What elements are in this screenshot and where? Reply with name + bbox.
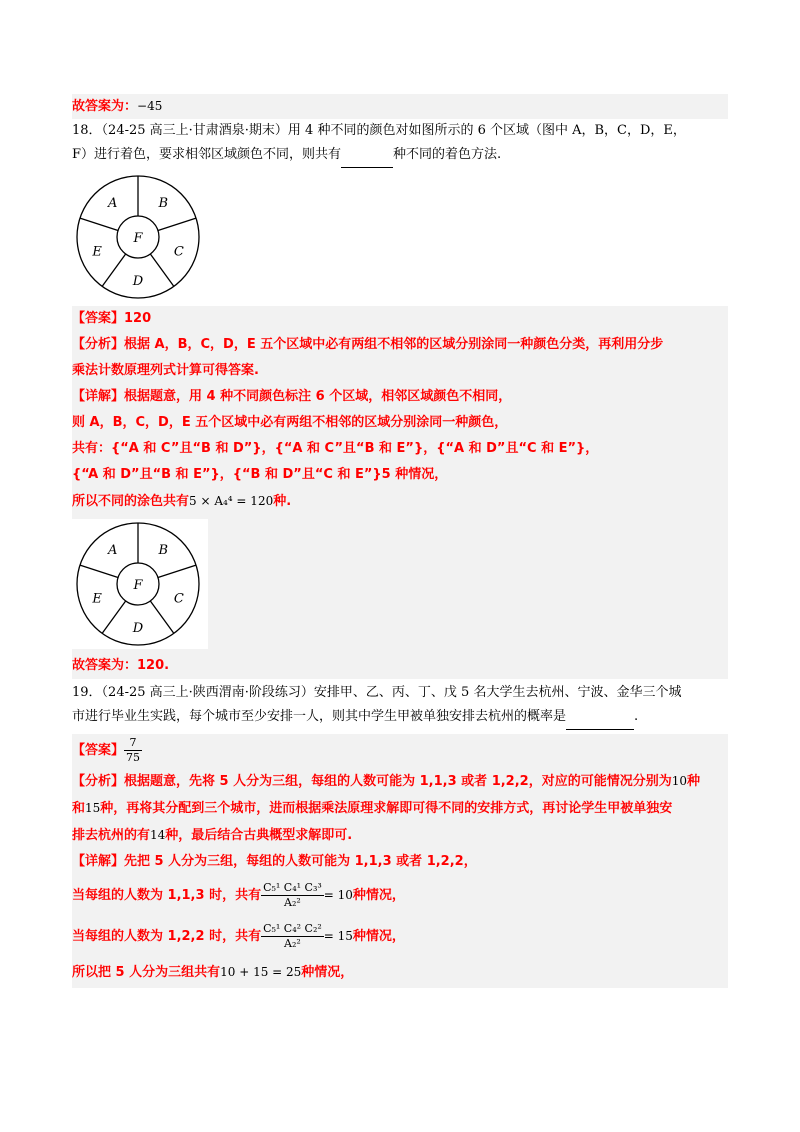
q19-answer xyxy=(72,734,728,768)
q18-stem-line2 xyxy=(72,143,728,168)
q18-final-label: 故答案为： xyxy=(72,658,138,673)
q19-detail2-den: A₂² xyxy=(284,896,301,909)
q18-detail-line4: {“A 和 D”且“B 和 E”}，{“B 和 D”且“C 和 E”}5 种情况， xyxy=(72,467,448,482)
q18-final-answer xyxy=(72,653,728,679)
region-label-e: E xyxy=(92,244,102,260)
q19-answer-blank xyxy=(566,705,634,730)
spoke-line xyxy=(158,565,196,577)
region-label-b: B xyxy=(158,543,169,559)
q19-detail3-num: C₅¹ C₄² C₂² xyxy=(263,922,322,935)
q19-stem-line1: 19．（24-25 高三上·陕西渭南·阶段练习）安排甲、乙、丙、丁、戊 5 名大学生去杭州、宁波、金华三个城 xyxy=(72,685,682,700)
q19-detail3-text-a: 当每组的人数为 1,2,2 时，共有 xyxy=(72,929,262,944)
q18-region-diagram xyxy=(72,172,208,302)
q19-detail2-eq: = 10 xyxy=(323,888,353,902)
q18-analysis-line1: 【分析】根据 A，B，C，D，E 五个区域中必有两组不相邻的区域分别涂同一种颜色分类，再利用分步 xyxy=(72,337,664,352)
q19-analysis-line3 xyxy=(72,822,728,849)
q19-detail-line2 xyxy=(72,875,728,916)
q18-detail5-math: 5 × A₄⁴ = 120 xyxy=(189,494,274,508)
region-label-f: F xyxy=(133,231,143,246)
spoke-line xyxy=(80,565,118,577)
q19-analysis3-text-b: 种，最后结合古典概型求解即可. xyxy=(165,828,353,843)
q19-analysis-line1 xyxy=(72,768,728,795)
region-label-a: A xyxy=(108,196,118,212)
q19-detail-line1 xyxy=(72,849,728,875)
q19-stem-text-a: 市进行毕业生实践，每个城市至少安排一人，则其中学生甲被单独安排去杭州的概率是 xyxy=(72,709,567,724)
q19-analysis3-text-a: 排去杭州的有 xyxy=(72,828,151,843)
q19-answer-fraction xyxy=(124,736,142,765)
q19-detail3-den: A₂² xyxy=(284,937,301,950)
q19-detail-line4 xyxy=(72,957,728,988)
q17-final-answer xyxy=(72,94,728,119)
q19-analysis2-text-a: 和 xyxy=(72,801,86,816)
q18-stem-text-b: 种不同的着色方法. xyxy=(393,147,502,162)
spoke-line xyxy=(150,254,174,286)
q18-final-value: 120. xyxy=(137,658,170,673)
q19-detail3-fraction xyxy=(261,922,324,951)
region-label-b: B xyxy=(158,196,169,212)
region-label-d: D xyxy=(132,274,144,289)
q19-detail2-fraction xyxy=(261,881,324,910)
q19-analysis1-math: 10 xyxy=(671,774,687,788)
q17-final-label: 故答案为： xyxy=(72,99,138,114)
q19-analysis1-text-b: 种 xyxy=(686,774,700,789)
region-label-d: D xyxy=(132,621,144,636)
q18-region-diagram-solution xyxy=(72,519,208,649)
q18-detail-line1: 【详解】根据题意，用 4 种不同颜色标注 6 个区域，相邻区域颜色不相同， xyxy=(72,389,512,404)
q19-analysis-line2 xyxy=(72,795,728,822)
region-label-f: F xyxy=(133,578,143,593)
q19-detail2-text-a: 当每组的人数为 1,1,3 时，共有 xyxy=(72,888,262,903)
q19-detail2-text-b: 种情况， xyxy=(352,888,405,903)
region-label-c: C xyxy=(173,244,184,260)
q19-answer-den: 75 xyxy=(126,751,141,764)
q18-detail5-text-a: 所以不同的涂色共有 xyxy=(72,494,190,509)
q19-stem-line2 xyxy=(72,705,728,730)
region-label-c: C xyxy=(173,591,184,607)
q18-answer-label: 【答案】 xyxy=(72,311,125,326)
q18-detail-line3: 共有：{“A 和 C”且“B 和 D”}，{“A 和 C”且“B 和 E”}，{“A 和 D”且“C 和 E”}， xyxy=(72,441,599,456)
spoke-line xyxy=(158,218,196,230)
q18-analysis-line2: 乘法计数原理列式计算可得答案. xyxy=(72,363,259,378)
q19-detail3-text-b: 种情况， xyxy=(352,929,405,944)
q19-stem-text-b: . xyxy=(634,709,639,724)
q18-stem-line1: 18．（24-25 高三上·甘肃酒泉·期末）用 4 种不同的颜色对如图所示的 6 个区域（图中 A，B，C，D，E， xyxy=(72,123,686,138)
q19-detail3-eq: = 15 xyxy=(323,929,353,943)
q17-final-value: −45 xyxy=(137,99,163,113)
q19-answer-num: 7 xyxy=(124,736,142,751)
region-label-a: A xyxy=(108,543,118,559)
q18-answer-blank xyxy=(341,143,393,168)
q19-analysis1-text-a: 【分析】根据题意，先将 5 人分为三组，每组的人数可能为 1,1,3 或者 1,2,2，对应的可能情况分别为 xyxy=(72,774,672,789)
q19-analysis2-math: 15 xyxy=(85,801,101,815)
document-page xyxy=(72,94,728,988)
q19-analysis3-math: 14 xyxy=(150,828,166,842)
q19-detail-line3 xyxy=(72,916,728,957)
q18-answer-value: 120 xyxy=(124,311,152,326)
q19-detail4-text-b: 种情况， xyxy=(301,965,354,980)
q18-answer xyxy=(72,306,728,332)
spoke-line xyxy=(80,218,118,230)
q18-detail5-text-b: 种. xyxy=(273,494,292,509)
q18-solution xyxy=(72,306,728,679)
q19-detail4-math: 10 + 15 = 25 xyxy=(220,965,302,979)
q18-detail-line2: 则 A，B，C，D，E 五个区域中必有两组不相邻的区域分别涂同一种颜色， xyxy=(72,415,508,430)
q19-detail1-text: 【详解】先把 5 人分为三组，每组的人数可能为 1,1,3 或者 1,2,2， xyxy=(72,854,477,869)
q19-detail4-text-a: 所以把 5 人分为三组共有 xyxy=(72,965,221,980)
q18-stem-text-a: F）进行着色，要求相邻区域颜色不同，则共有 xyxy=(72,147,342,162)
spoke-line xyxy=(102,601,126,633)
q19-solution xyxy=(72,734,728,988)
q18-detail-line5 xyxy=(72,488,728,515)
q19-detail2-num: C₅¹ C₄¹ C₃³ xyxy=(263,881,322,894)
spoke-line xyxy=(102,254,126,286)
q19-answer-label: 【答案】 xyxy=(72,743,125,758)
region-label-e: E xyxy=(92,591,102,607)
q19-analysis2-text-b: 种，再将其分配到三个城市，进而根据乘法原理求解即可得不同的安排方式，再讨论学生甲被单独安 xyxy=(100,801,673,816)
spoke-line xyxy=(150,601,174,633)
